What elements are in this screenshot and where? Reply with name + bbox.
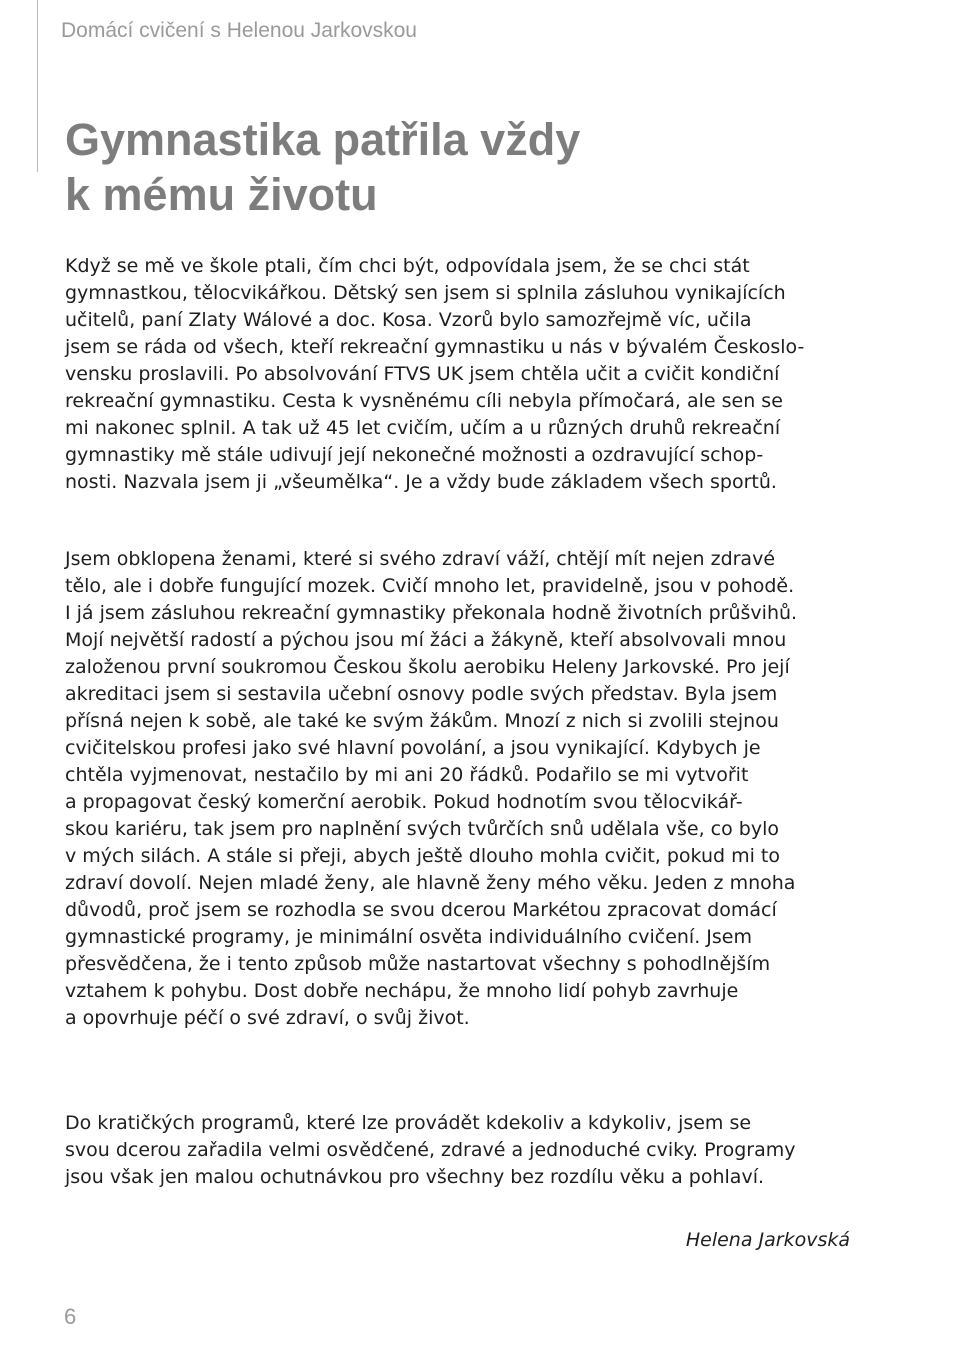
text-line: nosti. Nazvala jsem ji „všeumělka“. Je a vždy bude základem všech sportů. <box>65 471 777 493</box>
text-line: Jsem obklopena ženami, které si svého zdraví váží, chtějí mít nejen zdravé <box>65 548 776 570</box>
text-line: mi nakonec splnil. A tak už 45 let cvičím, učím a u různých druhů rekreační <box>65 417 781 439</box>
text-line: skou kariéru, tak jsem pro naplnění svých tvůrčích snů udělala vše, co bylo <box>65 818 779 840</box>
text-line: důvodů, proč jsem se rozhodla se svou dcerou Markétou zpracovat domácí <box>65 899 777 921</box>
text-line: akreditaci jsem si sestavila učební osnovy podle svých představ. Byla jsem <box>65 683 778 705</box>
running-header: Domácí cvičení s Helenou Jarkovskou <box>61 19 417 42</box>
text-line: přísná nejen k sobě, ale také ke svým žákům. Mnozí z nich si zvolili stejnou <box>65 710 779 732</box>
text-line: Do kratičkých programů, které lze provádět kdekoliv a kdykoliv, jsem se <box>65 1112 752 1134</box>
article-title-line: Gymnastika patřila vždy <box>65 114 581 165</box>
text-line: zdraví dovolí. Nejen mladé ženy, ale hlavně ženy mého věku. Jeden z mnoha <box>65 872 796 894</box>
text-line: vensku proslavili. Po absolvování FTVS UK jsem chtěla učit a cvičit kondiční <box>65 363 780 385</box>
page-number: 6 <box>64 1304 77 1329</box>
author-signature: Helena Jarkovská <box>685 1229 850 1251</box>
paragraph-3 <box>65 1110 796 1191</box>
text-line: a opovrhuje péčí o své zdraví, o svůj život. <box>65 1007 470 1029</box>
text-line: jsem se ráda od všech, kteří rekreační gymnastiku u nás v bývalém Českoslo- <box>65 336 805 358</box>
text-line: jsou však jen malou ochutnávkou pro všechny bez rozdílu věku a pohlaví. <box>65 1166 765 1188</box>
text-line: rekreační gymnastiku. Cesta k vysněnému cíli nebyla přímočará, ale sen se <box>65 390 783 412</box>
text-line: učitelů, paní Zlaty Wálové a doc. Kosa. Vzorů bylo samozřejmě víc, učila <box>65 309 752 331</box>
header-divider-line <box>37 0 38 172</box>
text-line: gymnastické programy, je minimální osvěta individuálního cvičení. Jsem <box>65 926 752 948</box>
text-line: a propagovat český komerční aerobik. Pokud hodnotím svou tělocvikář- <box>65 791 743 813</box>
paragraph-1 <box>65 253 804 496</box>
text-line: založenou první soukromou Českou školu aerobiku Heleny Jarkovské. Pro její <box>65 656 790 678</box>
text-line: přesvědčena, že i tento způsob může nastartovat všechny s pohodlnějším <box>65 953 771 975</box>
article-title-line: k mému životu <box>65 169 378 220</box>
text-line: vztahem k pohybu. Dost dobře nechápu, že mnoho lidí pohyb zavrhuje <box>65 980 739 1002</box>
text-line: Mojí největší radostí a pýchou jsou mí žáci a žákyně, kteří absolvovali mnou <box>65 629 787 651</box>
text-line: gymnastiky mě stále udivují její nekonečné možnosti a ozdravující schop- <box>65 444 764 466</box>
text-line: Když se mě ve škole ptali, čím chci být, odpovídala jsem, že se chci stát <box>65 255 750 277</box>
article-title <box>65 112 580 222</box>
text-line: I já jsem zásluhou rekreační gymnastiky překonala hodně životních průšvihů. <box>65 602 798 624</box>
text-line: v mých silách. A stále si přeji, abych ještě dlouho mohla cvičit, pokud mi to <box>65 845 781 867</box>
text-line: svou dcerou zařadila velmi osvědčené, zdravé a jednoduché cviky. Programy <box>65 1139 796 1161</box>
text-line: tělo, ale i dobře fungující mozek. Cvičí mnoho let, pravidelně, jsou v pohodě. <box>65 575 795 597</box>
text-line: cvičitelskou profesi jako své hlavní povolání, a jsou vynikající. Kdybych je <box>65 737 761 759</box>
text-line: gymnastkou, tělocvikářkou. Dětský sen jsem si splnila zásluhou vynikajících <box>65 282 786 304</box>
text-line: chtěla vyjmenovat, nestačilo by mi ani 20 řádků. Podařilo se mi vytvořit <box>65 764 749 786</box>
paragraph-2 <box>65 546 797 1032</box>
